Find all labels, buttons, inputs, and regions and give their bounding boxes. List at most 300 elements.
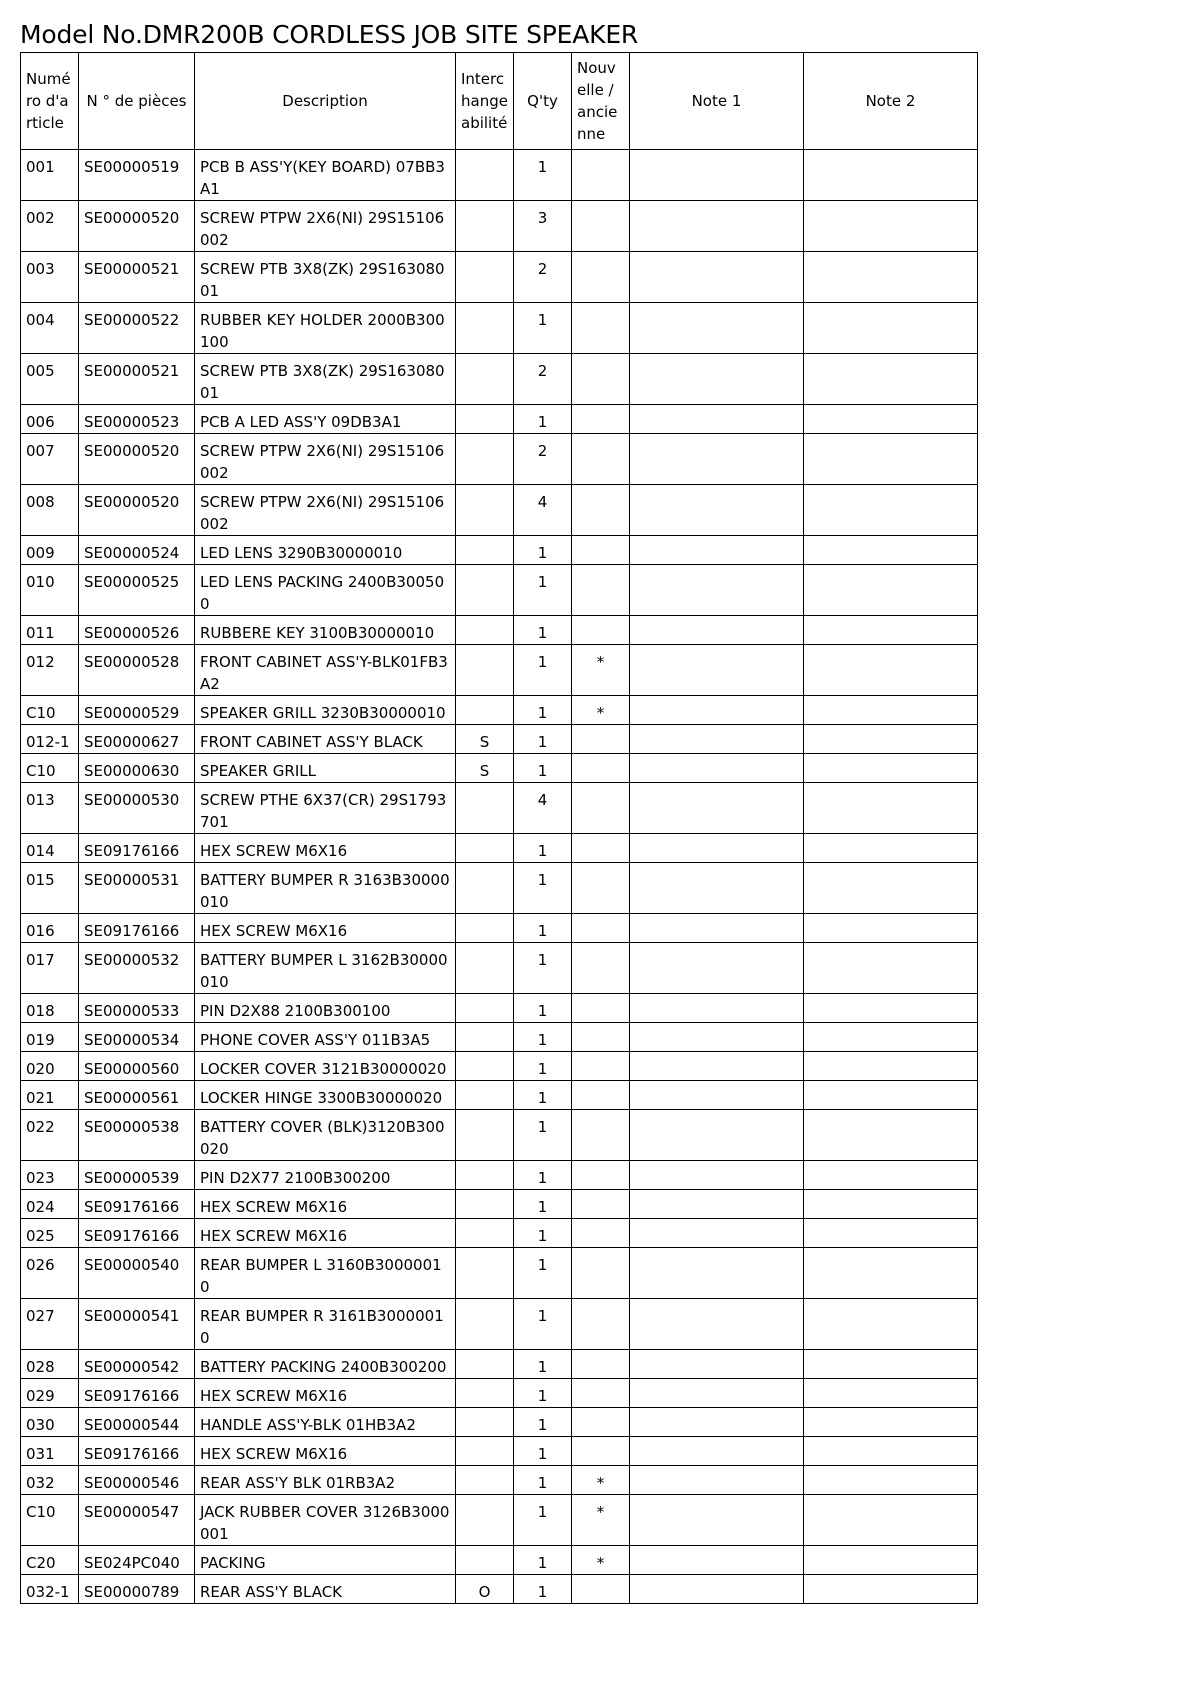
cell-item-no: 012-1 [21,725,79,754]
cell-description: HEX SCREW M6X16 [195,1437,456,1466]
cell-item-no: 006 [21,405,79,434]
cell-new-old [572,863,630,914]
cell-qty: 1 [514,1219,572,1248]
cell-item-no: 018 [21,994,79,1023]
cell-note-2 [804,252,978,303]
cell-interchangeability [456,565,514,616]
table-row [21,725,978,754]
cell-description: JACK RUBBER COVER 3126B3000001 [195,1495,456,1546]
cell-item-no: 024 [21,1190,79,1219]
header-part-no: N ° de pièces [79,53,195,150]
cell-qty: 1 [514,1161,572,1190]
table-row [21,303,978,354]
cell-note-1 [630,1408,804,1437]
cell-note-2 [804,834,978,863]
cell-qty: 1 [514,1081,572,1110]
table-row [21,1408,978,1437]
cell-note-1 [630,1495,804,1546]
cell-new-old [572,201,630,252]
cell-note-2 [804,1161,978,1190]
table-row [21,863,978,914]
cell-description: HEX SCREW M6X16 [195,1379,456,1408]
table-row [21,252,978,303]
cell-qty: 1 [514,863,572,914]
header-note-1: Note 1 [630,53,804,150]
cell-new-old [572,485,630,536]
cell-note-1 [630,150,804,201]
cell-note-1 [630,1546,804,1575]
cell-part-no: SE00000532 [79,943,195,994]
cell-note-1 [630,834,804,863]
cell-description: BATTERY COVER (BLK)3120B300020 [195,1110,456,1161]
cell-interchangeability [456,1495,514,1546]
cell-item-no: 022 [21,1110,79,1161]
cell-new-old [572,725,630,754]
table-row [21,1052,978,1081]
cell-item-no: 020 [21,1052,79,1081]
cell-new-old [572,1023,630,1052]
cell-qty: 1 [514,696,572,725]
cell-note-1 [630,1437,804,1466]
cell-interchangeability [456,1248,514,1299]
table-row [21,754,978,783]
table-row [21,914,978,943]
cell-note-2 [804,1081,978,1110]
cell-note-2 [804,1052,978,1081]
header-qty: Q'ty [514,53,572,150]
cell-item-no: 007 [21,434,79,485]
cell-part-no: SE00000533 [79,994,195,1023]
cell-interchangeability [456,1408,514,1437]
cell-description: BATTERY BUMPER R 3163B30000010 [195,863,456,914]
cell-item-no: 030 [21,1408,79,1437]
cell-item-no: 001 [21,150,79,201]
cell-qty: 1 [514,150,572,201]
cell-interchangeability [456,1437,514,1466]
cell-new-old [572,434,630,485]
table-row [21,1437,978,1466]
table-row [21,783,978,834]
cell-description: SPEAKER GRILL [195,754,456,783]
cell-description: REAR BUMPER R 3161B30000010 [195,1299,456,1350]
cell-description: PACKING [195,1546,456,1575]
table-row [21,834,978,863]
cell-part-no: SE00000520 [79,485,195,536]
cell-interchangeability [456,1023,514,1052]
cell-item-no: 025 [21,1219,79,1248]
cell-qty: 1 [514,1466,572,1495]
cell-interchangeability [456,943,514,994]
cell-qty: 1 [514,1575,572,1604]
cell-new-old [572,834,630,863]
cell-qty: 1 [514,616,572,645]
cell-note-1 [630,1052,804,1081]
cell-new-old [572,1161,630,1190]
cell-description: REAR ASS'Y BLK 01RB3A2 [195,1466,456,1495]
cell-note-2 [804,485,978,536]
cell-description: REAR BUMPER L 3160B30000010 [195,1248,456,1299]
cell-description: SPEAKER GRILL 3230B30000010 [195,696,456,725]
cell-note-2 [804,616,978,645]
table-row [21,1190,978,1219]
cell-part-no: SE09176166 [79,914,195,943]
cell-note-2 [804,696,978,725]
cell-qty: 1 [514,725,572,754]
cell-interchangeability [456,914,514,943]
cell-note-2 [804,1350,978,1379]
cell-note-2 [804,536,978,565]
cell-note-2 [804,725,978,754]
cell-part-no: SE024PC040 [79,1546,195,1575]
cell-item-no: 016 [21,914,79,943]
cell-part-no: SE00000531 [79,863,195,914]
cell-note-1 [630,616,804,645]
cell-note-1 [630,1023,804,1052]
parts-table-body [21,150,978,1604]
cell-interchangeability [456,783,514,834]
cell-item-no: 017 [21,943,79,994]
cell-interchangeability [456,536,514,565]
cell-interchangeability [456,252,514,303]
cell-interchangeability [456,1081,514,1110]
cell-note-1 [630,434,804,485]
cell-interchangeability [456,1350,514,1379]
cell-description: HEX SCREW M6X16 [195,914,456,943]
cell-note-1 [630,1379,804,1408]
cell-description: LED LENS 3290B30000010 [195,536,456,565]
cell-new-old [572,1248,630,1299]
cell-item-no: 012 [21,645,79,696]
cell-note-1 [630,565,804,616]
cell-item-no: C10 [21,696,79,725]
cell-qty: 1 [514,1408,572,1437]
cell-part-no: SE00000544 [79,1408,195,1437]
cell-interchangeability [456,834,514,863]
cell-qty: 1 [514,1248,572,1299]
cell-item-no: 028 [21,1350,79,1379]
cell-new-old: * [572,645,630,696]
cell-interchangeability [456,616,514,645]
cell-part-no: SE00000528 [79,645,195,696]
table-row [21,405,978,434]
cell-item-no: 029 [21,1379,79,1408]
cell-item-no: 032 [21,1466,79,1495]
cell-part-no: SE00000525 [79,565,195,616]
cell-note-1 [630,201,804,252]
cell-description: BATTERY BUMPER L 3162B30000010 [195,943,456,994]
cell-qty: 1 [514,943,572,994]
cell-qty: 2 [514,434,572,485]
cell-interchangeability [456,696,514,725]
cell-item-no: 015 [21,863,79,914]
cell-qty: 1 [514,645,572,696]
cell-note-2 [804,1110,978,1161]
cell-qty: 1 [514,1299,572,1350]
table-row [21,1495,978,1546]
cell-note-2 [804,1495,978,1546]
cell-new-old: * [572,1466,630,1495]
cell-note-1 [630,1248,804,1299]
cell-part-no: SE00000534 [79,1023,195,1052]
table-row [21,1161,978,1190]
cell-item-no: 003 [21,252,79,303]
cell-note-1 [630,536,804,565]
cell-part-no: SE00000542 [79,1350,195,1379]
cell-note-1 [630,754,804,783]
cell-note-2 [804,914,978,943]
cell-note-1 [630,994,804,1023]
cell-note-2 [804,1219,978,1248]
cell-new-old [572,616,630,645]
cell-new-old [572,754,630,783]
table-row [21,565,978,616]
cell-qty: 1 [514,405,572,434]
table-row [21,1081,978,1110]
cell-new-old [572,1379,630,1408]
table-row [21,994,978,1023]
cell-part-no: SE00000540 [79,1248,195,1299]
cell-note-2 [804,1575,978,1604]
cell-new-old [572,914,630,943]
cell-description: REAR ASS'Y BLACK [195,1575,456,1604]
cell-description: RUBBERE KEY 3100B30000010 [195,616,456,645]
cell-part-no: SE00000538 [79,1110,195,1161]
cell-part-no: SE00000524 [79,536,195,565]
cell-note-2 [804,1408,978,1437]
table-row [21,616,978,645]
table-row [21,1299,978,1350]
cell-qty: 1 [514,1437,572,1466]
cell-qty: 1 [514,1546,572,1575]
cell-part-no: SE00000521 [79,354,195,405]
cell-note-1 [630,943,804,994]
cell-part-no: SE00000541 [79,1299,195,1350]
cell-qty: 1 [514,1023,572,1052]
cell-qty: 1 [514,1190,572,1219]
cell-description: PIN D2X88 2100B300100 [195,994,456,1023]
cell-new-old [572,405,630,434]
cell-new-old [572,1437,630,1466]
cell-note-2 [804,1190,978,1219]
cell-description: HEX SCREW M6X16 [195,834,456,863]
table-header-row [21,53,978,150]
cell-interchangeability [456,645,514,696]
cell-qty: 1 [514,1350,572,1379]
cell-qty: 1 [514,303,572,354]
cell-part-no: SE00000521 [79,252,195,303]
cell-description: LED LENS PACKING 2400B300500 [195,565,456,616]
cell-note-1 [630,252,804,303]
cell-qty: 2 [514,354,572,405]
cell-description: SCREW PTB 3X8(ZK) 29S16308001 [195,252,456,303]
cell-qty: 4 [514,485,572,536]
cell-description: BATTERY PACKING 2400B300200 [195,1350,456,1379]
table-row [21,201,978,252]
cell-new-old: * [572,696,630,725]
cell-description: HEX SCREW M6X16 [195,1219,456,1248]
parts-table [20,52,978,1604]
cell-part-no: SE09176166 [79,1219,195,1248]
cell-item-no: 031 [21,1437,79,1466]
cell-description: HANDLE ASS'Y-BLK 01HB3A2 [195,1408,456,1437]
cell-description: PIN D2X77 2100B300200 [195,1161,456,1190]
cell-qty: 4 [514,783,572,834]
cell-item-no: 008 [21,485,79,536]
cell-part-no: SE00000519 [79,150,195,201]
cell-note-2 [804,1248,978,1299]
cell-note-2 [804,943,978,994]
cell-qty: 1 [514,565,572,616]
cell-item-no: 010 [21,565,79,616]
table-row [21,1379,978,1408]
cell-note-1 [630,1299,804,1350]
table-row [21,536,978,565]
cell-interchangeability: O [456,1575,514,1604]
cell-note-2 [804,783,978,834]
cell-part-no: SE00000561 [79,1081,195,1110]
cell-note-2 [804,150,978,201]
cell-new-old [572,994,630,1023]
table-row [21,434,978,485]
cell-description: FRONT CABINET ASS'Y BLACK [195,725,456,754]
cell-part-no: SE00000789 [79,1575,195,1604]
cell-description: PCB B ASS'Y(KEY BOARD) 07BB3A1 [195,150,456,201]
cell-interchangeability [456,485,514,536]
cell-note-1 [630,1110,804,1161]
cell-new-old [572,1408,630,1437]
cell-interchangeability [456,201,514,252]
cell-note-2 [804,645,978,696]
cell-part-no: SE00000523 [79,405,195,434]
cell-item-no: 027 [21,1299,79,1350]
cell-item-no: 021 [21,1081,79,1110]
cell-note-1 [630,1350,804,1379]
cell-new-old [572,943,630,994]
cell-qty: 1 [514,994,572,1023]
cell-item-no: C20 [21,1546,79,1575]
cell-note-2 [804,994,978,1023]
cell-description: LOCKER COVER 3121B30000020 [195,1052,456,1081]
header-new-old: Nouvelle / ancienne [572,53,630,150]
cell-item-no: 002 [21,201,79,252]
cell-note-1 [630,485,804,536]
table-row [21,1466,978,1495]
cell-note-1 [630,1219,804,1248]
cell-item-no: 014 [21,834,79,863]
cell-description: PHONE COVER ASS'Y 011B3A5 [195,1023,456,1052]
cell-interchangeability: S [456,754,514,783]
cell-qty: 1 [514,1379,572,1408]
cell-description: PCB A LED ASS'Y 09DB3A1 [195,405,456,434]
cell-note-1 [630,783,804,834]
cell-description: SCREW PTPW 2X6(NI) 29S15106002 [195,434,456,485]
cell-part-no: SE00000522 [79,303,195,354]
cell-interchangeability: S [456,725,514,754]
cell-item-no: 004 [21,303,79,354]
cell-part-no: SE09176166 [79,1437,195,1466]
table-row [21,1023,978,1052]
cell-interchangeability [456,303,514,354]
cell-note-2 [804,354,978,405]
cell-note-1 [630,303,804,354]
cell-note-1 [630,1466,804,1495]
cell-note-2 [804,303,978,354]
cell-note-1 [630,1081,804,1110]
cell-item-no: 005 [21,354,79,405]
cell-item-no: 026 [21,1248,79,1299]
cell-new-old [572,565,630,616]
cell-note-2 [804,405,978,434]
cell-description: SCREW PTB 3X8(ZK) 29S16308001 [195,354,456,405]
cell-new-old [572,354,630,405]
table-row [21,1110,978,1161]
cell-new-old [572,252,630,303]
header-interchangeability: Interchangeabilité [456,53,514,150]
cell-note-2 [804,754,978,783]
cell-item-no: 013 [21,783,79,834]
cell-qty: 3 [514,201,572,252]
cell-item-no: 023 [21,1161,79,1190]
cell-part-no: SE00000560 [79,1052,195,1081]
cell-interchangeability [456,1466,514,1495]
cell-interchangeability [456,1219,514,1248]
table-row [21,1546,978,1575]
cell-item-no: 019 [21,1023,79,1052]
cell-note-1 [630,863,804,914]
cell-description: SCREW PTPW 2X6(NI) 29S15106002 [195,201,456,252]
cell-note-2 [804,1437,978,1466]
cell-new-old [572,1110,630,1161]
cell-new-old [572,1299,630,1350]
header-description: Description [195,53,456,150]
cell-new-old: * [572,1546,630,1575]
table-row [21,943,978,994]
table-row [21,485,978,536]
cell-note-1 [630,1190,804,1219]
cell-part-no: SE00000520 [79,201,195,252]
cell-note-2 [804,1466,978,1495]
cell-interchangeability [456,150,514,201]
cell-interchangeability [456,1190,514,1219]
cell-description: LOCKER HINGE 3300B30000020 [195,1081,456,1110]
cell-interchangeability [456,1546,514,1575]
cell-qty: 1 [514,754,572,783]
cell-interchangeability [456,1052,514,1081]
table-row [21,1575,978,1604]
cell-new-old [572,536,630,565]
cell-note-1 [630,354,804,405]
cell-part-no: SE00000627 [79,725,195,754]
cell-part-no: SE00000539 [79,1161,195,1190]
cell-item-no: C10 [21,1495,79,1546]
cell-part-no: SE00000546 [79,1466,195,1495]
cell-note-1 [630,645,804,696]
cell-description: HEX SCREW M6X16 [195,1190,456,1219]
document-title: Model No.DMR200B CORDLESS JOB SITE SPEAKER [20,20,639,49]
table-row [21,150,978,201]
cell-new-old [572,1350,630,1379]
table-row [21,354,978,405]
cell-interchangeability [456,863,514,914]
table-row [21,645,978,696]
cell-part-no: SE09176166 [79,1190,195,1219]
cell-item-no: 009 [21,536,79,565]
cell-new-old [572,150,630,201]
cell-qty: 1 [514,536,572,565]
cell-part-no: SE00000520 [79,434,195,485]
cell-new-old [572,303,630,354]
cell-item-no: 011 [21,616,79,645]
